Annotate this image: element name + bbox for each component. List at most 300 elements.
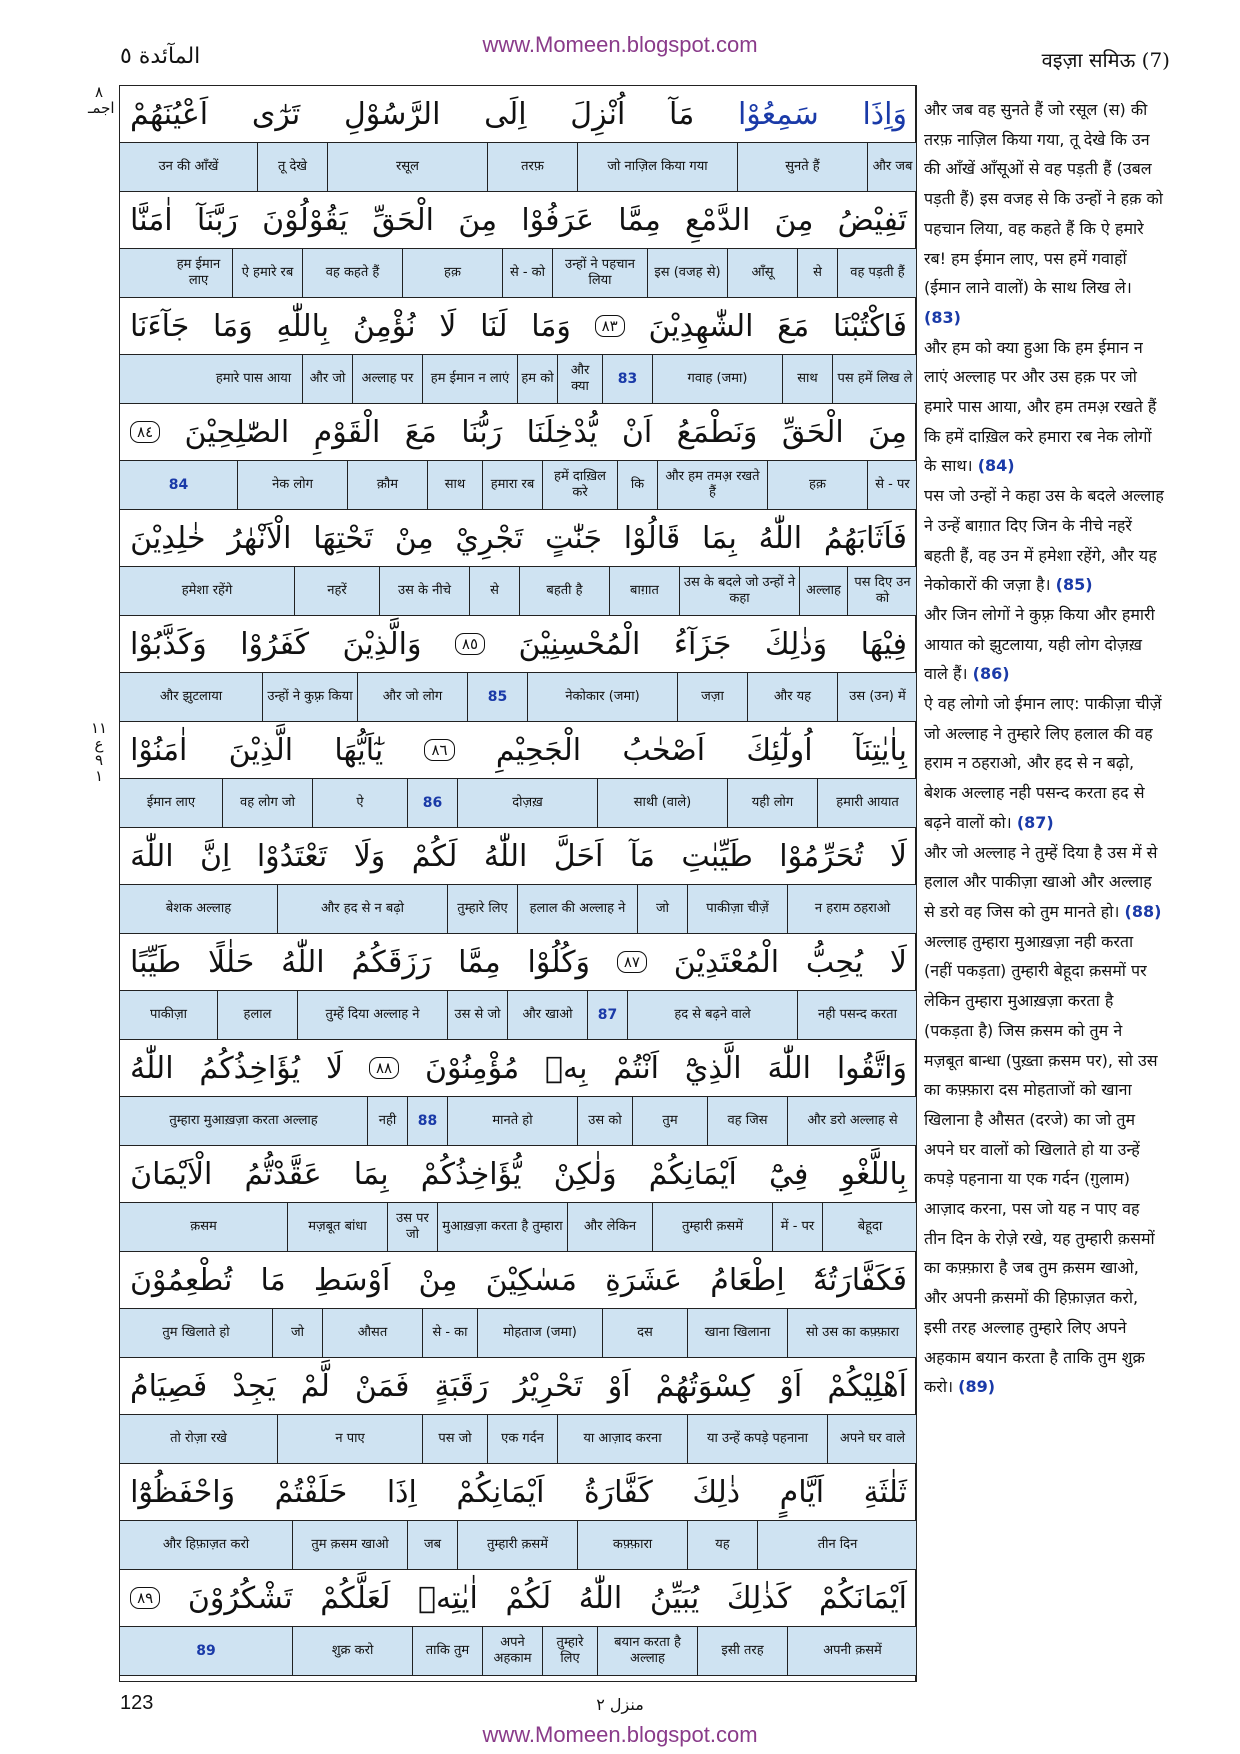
word-meaning-cell: उस को (577, 1097, 632, 1145)
arabic-word: وَالَّذِيْنَ (342, 626, 422, 662)
translation-paragraph (924, 481, 1164, 600)
arabic-word: رَقَبَةٍ (434, 1368, 489, 1404)
translation-text: पस जो उन्हों ने कहा उस के बदले अल्लाह ने उन्हें बाग़ात दिए जिन के नीचे नहरें बहती हैं, वह उन में हमेशा रहेंगे, और यह नेकोकारों की जज़ा है। (924, 486, 1164, 595)
arabic-word: فَاكْتُبْنَا (832, 308, 907, 344)
word-meaning-cell: हक़ (402, 249, 502, 297)
translation-paragraph (924, 927, 1164, 1402)
arabic-word: فَمَنْ (354, 1368, 410, 1404)
word-meaning-cell: तुम्हारा मुआख़ज़ा करता अल्लाह (169, 1113, 318, 1128)
arabic-word: الْمُحْسِنِيْنَ (518, 626, 641, 662)
word-meaning-cell: और झुटलाया (159, 689, 223, 704)
word-meaning-cell: तुम्हारी क़समें (457, 1521, 577, 1569)
arabic-word: كَفَّارَةُ (583, 1474, 653, 1510)
arabic-word: يُّدْخِلَنَا (526, 414, 598, 450)
word-meaning-cell: से (469, 567, 519, 615)
word-meaning-cell: हमारा रब (482, 461, 542, 509)
word-meaning-cell: अपने घर वाले (827, 1415, 917, 1463)
arabic-word: الْحَقِّ (372, 202, 434, 238)
arabic-word: تَحْتِهَا (313, 520, 373, 556)
arabic-word: لَا (889, 838, 907, 874)
arabic-word: الْجَحِيْمِ (495, 732, 582, 768)
ruku-mark (88, 720, 110, 784)
verse-block (120, 1464, 917, 1570)
translation-text: और जो अल्लाह ने तुम्हें दिया है उस में से हलाल और पाकीज़ा खाओ और अल्लाह से डरो वह जिस को तुम मानते हो। (924, 842, 1158, 921)
word-meaning-cell: क़ौम (347, 461, 427, 509)
word-meaning-cell: पस दिए उन को (847, 567, 917, 615)
arabic-word: لَكُمْ (505, 1580, 552, 1616)
arabic-word: مَعَ (404, 414, 437, 450)
arabic-word: طَيِّبًا (130, 944, 182, 980)
arabic-word: بِاٰيٰتِنَآ (853, 732, 907, 768)
word-meaning-cell: या उन्हें कपड़े पहनाना (687, 1415, 827, 1463)
ayah-marker: ٨٨ (369, 1057, 399, 1079)
word-meaning-cell: वह पड़ती हैं (837, 249, 917, 297)
translation-text: ऐ वह लोगो जो ईमान लाए: पाकीज़ा चीज़ें जो अल्लाह ने तुम्हारे लिए हलाल की वह हराम न ठहराओ, और हद से न बढ़ो, बेशक अल्लाह नही पसन्द करता हद से बढ़ने वालों को। (924, 694, 1162, 832)
word-meaning-cell: अल्लाह पर (352, 355, 422, 403)
arabic-word: اِذَا (386, 1474, 417, 1510)
arabic-word: اٰمَنَّا (130, 202, 173, 238)
arabic-line (120, 1146, 917, 1202)
word-meaning-cell: पाकीज़ा चीज़ें (687, 885, 787, 933)
word-meaning-cell: हमेशा रहेंगे (181, 583, 233, 598)
arabic-word: عَرَفُوْا (521, 202, 594, 238)
arabic-word: وَلَا (353, 838, 386, 874)
word-meaning-cell: तुम क़सम खाओ (292, 1521, 407, 1569)
word-meaning-cell: उस (उन) में (837, 673, 917, 721)
arabic-word: اَصْحٰبُ (622, 732, 706, 768)
word-meaning-cell: कफ़्फ़ारा (577, 1521, 687, 1569)
arabic-word: اَحَلَّ (553, 838, 604, 874)
word-meaning-cell: बाग़ात (609, 567, 679, 615)
verse-number: (86) (972, 664, 1010, 684)
arabic-word: فَصِيَامُ (130, 1368, 208, 1404)
word-meaning-cell: वह कहते हैं (302, 249, 402, 297)
word-meaning-cell: बेहूदा (822, 1203, 917, 1251)
translation-text: और जब वह सुनते हैं जो रसूल (स) की तरफ़ नाज़िल किया गया, तू देखे कि उन की आँखें आँसूओं से वह पड़ती हैं (उबल पड़ती हैं) इस वजह से कि उन्हों ने हक़ को पहचान लिया, वह कहते हैं कि ऐ हमारे रब! हम ईमान लाए, पस हमें गवाहों (ईमान लाने वालों) के साथ लिख ले। (924, 100, 1163, 298)
verse-block (120, 192, 917, 298)
arabic-word: مِنَ (458, 202, 498, 238)
arabic-word: يَقُوْلُوْنَ (262, 202, 348, 238)
verse-block (120, 86, 917, 192)
arabic-word: الدَّمْعِ (685, 202, 751, 238)
word-meaning-cell: पाकीज़ा (149, 1007, 188, 1022)
arabic-word: كَفَرُوْا (240, 626, 310, 662)
word-meaning-cell: उस पर जो (387, 1203, 437, 1251)
arabic-word: لَنَا (480, 308, 508, 344)
word-meaning-cell: रसूल (327, 143, 487, 191)
arabic-word: فِيْٓ (768, 1156, 809, 1192)
translation-word-row (120, 142, 917, 192)
arabic-word: اُولٰٓئِكَ (746, 732, 813, 768)
arabic-line (120, 1464, 917, 1520)
arabic-line (120, 1358, 917, 1414)
verse-block (120, 828, 917, 934)
word-meaning-cell: मानते हो (447, 1097, 577, 1145)
arabic-word: كَذٰلِكَ (726, 1580, 792, 1616)
ayah-marker: ٨٥ (455, 633, 485, 655)
word-meaning-cell: नही (367, 1097, 407, 1145)
arabic-word: مِنْ (418, 1262, 458, 1298)
arabic-word: بِاللّٰهِ (276, 308, 330, 344)
arabic-word: وَمَا (213, 308, 253, 344)
word-meaning-cell: सुनते हैं (737, 143, 867, 191)
arabic-word: يُبَيِّنُ (649, 1580, 700, 1616)
word-meaning-cell: मज़बूत बांधा (287, 1203, 387, 1251)
page-number: 123 (120, 1692, 154, 1714)
word-meaning-cell: शुक्र करो (292, 1627, 412, 1675)
arabic-word: اللّٰهُ (483, 838, 528, 874)
arabic-word: اِلَى (484, 96, 527, 132)
verse-block (120, 722, 917, 828)
translation-paragraph (924, 95, 1164, 333)
arabic-word: اَنْ (621, 414, 653, 450)
arabic-word: وَنَطْمَعُ (676, 414, 758, 450)
arabic-word: وَذٰلِكَ (764, 626, 828, 662)
word-meaning-cell: हलाल की अल्लाह ने (517, 885, 637, 933)
arabic-word: جَنّٰتٍ (544, 520, 602, 556)
arabic-word: وَكُلُوْا (527, 944, 591, 980)
arabic-word: اللّٰهَ (130, 838, 174, 874)
website-footer: www.Momeen.blogspot.com (482, 1722, 758, 1747)
arabic-word: تُطْعِمُوْنَ (130, 1262, 233, 1298)
word-meaning-cell: तरफ़ (487, 143, 577, 191)
arabic-word: حَلَفْتُمْ (274, 1474, 348, 1510)
translation-text: अल्लाह तुम्हारा मुआख़ज़ा नही करता (नहीं पकड़ता) तुम्हारी बेहूदा क़समों पर लेकिन तुम्हारा मुआख़ज़ा करता है (पकड़ता है) जिस क़सम को तुम ने मज़बूत बान्धा (पुख़्ता क़सम पर), सो उस का कफ़्फ़ारा दस मोहताजों को खाना खिलाना है औसत (दरजे) का जो तुम अपने घर वालों को खिलाते हो या उन्हें कपड़े पहनाना या एक गर्दन (ग़ुलाम) आज़ाद करना, पस जो यह न पाए वह तीन दिन के रोज़े रखे, यह तुम्हारी क़समों का कफ़्फ़ारा है जब तुम क़सम खाओ, और अपनी क़समों की हिफ़ाज़त करो, इसी तरह अल्लाह तुम्हारे लिए अपने अहकाम बयान करता है ताकि तुम शुक्र करो। (924, 931, 1158, 1397)
word-meaning-cell: और हम तमअ़ रखते हैं (657, 461, 767, 509)
arabic-word: لَعَلَّكُمْ (320, 1580, 391, 1616)
arabic-word: الْمُعْتَدِيْنَ (673, 944, 780, 980)
arabic-line (120, 722, 917, 778)
arabic-word: الْاَيْمَانَ (130, 1156, 213, 1192)
ayah-number-cell: 85 (467, 673, 527, 721)
translation-paragraph (924, 333, 1164, 482)
word-meaning-cell: नहरें (294, 567, 379, 615)
word-meaning-cell: तो रोज़ा रखे (170, 1431, 227, 1446)
word-meaning-cell: जो (637, 885, 687, 933)
arabic-word: اَيْمَانِكُمْ (456, 1474, 545, 1510)
word-meaning-cell: बहती है (519, 567, 609, 615)
arabic-word: سَمِعُوْا (737, 96, 819, 132)
arabic-word: الشّٰهِدِيْنَ (648, 308, 754, 344)
arabic-line (120, 934, 917, 990)
ayah-marker: ٨٩ (130, 1587, 160, 1609)
word-meaning-cell: बेशक अल्लाह (165, 901, 232, 916)
arabic-word: تَجْرِيْ (455, 520, 524, 556)
word-meaning-cell: उन्हों ने कुफ़्र किया (262, 673, 357, 721)
verse-number: (84) (977, 456, 1015, 476)
arabic-line (120, 510, 917, 566)
word-meaning-cell: से - पर (867, 461, 917, 509)
arabic-word: اَنْتُمْ (613, 1050, 660, 1086)
verse-block (120, 1570, 917, 1676)
arabic-line (120, 86, 917, 142)
translation-word-row (120, 884, 917, 934)
arabic-word: اِطْعَامُ (710, 1262, 785, 1298)
quran-word-table (119, 85, 916, 1682)
verse-block (120, 934, 917, 1040)
arabic-word: كِسْوَتُهُمْ (655, 1368, 755, 1404)
arabic-word: تَشْكُرُوْنَ (187, 1580, 293, 1616)
juz-name: वइज़ा समिऊ (7) (1041, 48, 1170, 72)
translation-paragraph (924, 838, 1164, 927)
verse-block (120, 510, 917, 616)
arabic-word: عَشَرَةِ (605, 1262, 683, 1298)
arabic-word: وَاتَّقُوا (836, 1050, 907, 1086)
word-meaning-cell: न पाए (277, 1415, 422, 1463)
ayah-number-cell: 87 (587, 991, 627, 1039)
arabic-word: مِمَّا (618, 202, 661, 238)
word-meaning-cell: तुम (632, 1097, 707, 1145)
word-meaning-cell: हमें दाख़िल करे (542, 461, 617, 509)
arabic-word: بِمَا (702, 520, 737, 556)
arabic-word: اٰمَنُوْا (130, 732, 188, 768)
word-meaning-cell: और लेकिन (567, 1203, 652, 1251)
arabic-word: اَوْ (779, 1368, 803, 1404)
word-meaning-cell: और जब (867, 143, 917, 191)
arabic-word: الرَّسُوْلِ (343, 96, 441, 132)
ayah-number-cell: 84 (168, 477, 189, 493)
word-meaning-cell: तुम्हारे लिए (447, 885, 517, 933)
manzil-label: منزل ٢ (596, 1695, 644, 1714)
website-header: www.Momeen.blogspot.com (482, 32, 758, 57)
word-meaning-cell: ईमान लाए (146, 795, 196, 810)
arabic-word: مِنَ (774, 202, 814, 238)
word-meaning-cell: तीन दिन (757, 1521, 917, 1569)
word-meaning-cell: जब (407, 1521, 457, 1569)
arabic-line (120, 1252, 917, 1308)
arabic-word: يُّؤَاخِذُكُمْ (420, 1156, 522, 1192)
word-meaning-cell: और डरो अल्लाह से (787, 1097, 917, 1145)
arabic-word: لَا (889, 944, 907, 980)
arabic-word: مُؤْمِنُوْنَ (424, 1050, 520, 1086)
column-separator (916, 85, 917, 1682)
word-meaning-cell: और खाओ (507, 991, 587, 1039)
arabic-word: الْاَنْهٰرُ (227, 520, 292, 556)
arabic-word: يُؤَاخِذُكُمُ (199, 1050, 301, 1086)
ayah-marker: ٨٣ (595, 315, 625, 337)
arabic-word: اَيَّامٍ (779, 1474, 825, 1510)
arabic-word: فَكَفَّارَتُهٗٓ (812, 1262, 907, 1298)
word-meaning-cell: उस के बदले जो उन्हों ने कहा (679, 567, 799, 615)
word-meaning-cell: वह जिस (707, 1097, 787, 1145)
arabic-word: اللّٰهُ (578, 1580, 623, 1616)
arabic-word: الَّذِيْنَ (228, 732, 294, 768)
arabic-line (120, 192, 917, 248)
arabic-line (120, 1040, 917, 1096)
word-meaning-cell: खाना खिलाना (687, 1309, 787, 1357)
word-meaning-cell: में - पर (772, 1203, 822, 1251)
arabic-word: وَاحْفَظُوْٓا (130, 1474, 236, 1510)
word-meaning-cell: जो (272, 1309, 322, 1357)
word-meaning-cell: और हद से न बढ़ो (277, 885, 447, 933)
arabic-word: تَعْتَدُوْا (256, 838, 328, 874)
translation-word-row (120, 1414, 917, 1464)
arabic-word: وَكَذَّبُوْا (130, 626, 207, 662)
word-meaning-cell: औसत (322, 1309, 422, 1357)
word-meaning-cell: अपने अहकाम (482, 1627, 542, 1675)
word-meaning-cell: और जो लोग (357, 673, 467, 721)
arabic-word: ثَلٰثَةِ (863, 1474, 907, 1510)
word-meaning-cell: साथ (427, 461, 482, 509)
translation-paragraph (924, 689, 1164, 838)
arabic-word: رَزَقَكُمُ (351, 944, 432, 980)
word-meaning-cell: तुम खिलाते हो (162, 1325, 230, 1340)
arabic-word: فِيْهَا (860, 626, 907, 662)
arabic-word: قَالُوْا (623, 520, 681, 556)
word-meaning-cell: दोज़ख़ (457, 779, 597, 827)
translation-word-row (120, 990, 917, 1040)
word-meaning-cell: और क्या (557, 355, 602, 403)
arabic-word: لَكُمْ (411, 838, 458, 874)
arabic-word: عَقَّدْتُّمُ (244, 1156, 322, 1192)
word-meaning-cell: सो उस का कफ़्फ़ारा (787, 1309, 917, 1357)
ayah-number-cell: 83 (602, 355, 652, 403)
word-meaning-cell: से - को (502, 249, 552, 297)
arabic-word: رَبَّنَآ (196, 202, 238, 238)
word-meaning-cell: हम ईमान लाए (176, 257, 221, 288)
arabic-word: اَهْلِيْكُمْ (827, 1368, 907, 1404)
word-meaning-cell: और यह (747, 673, 837, 721)
word-meaning-cell: और हिफ़ाज़त करो (162, 1537, 250, 1552)
word-meaning-cell: तुम्हारी क़समें (652, 1203, 772, 1251)
arabic-word: اٰيٰتِهٖ (417, 1580, 478, 1616)
word-meaning-cell: तू देखे (257, 143, 327, 191)
arabic-word: اللّٰهُ (130, 1050, 174, 1086)
verse-block (120, 616, 917, 722)
word-meaning-cell: यह (687, 1521, 757, 1569)
arabic-word: تَحْرِيْرُ (513, 1368, 583, 1404)
translation-word-row (120, 354, 917, 404)
word-meaning-cell: मोहताज (जमा) (477, 1309, 602, 1357)
word-meaning-cell: जज़ा (677, 673, 747, 721)
arabic-word: اُنْزِلَ (570, 96, 626, 132)
verse-block (120, 1146, 917, 1252)
arabic-word: فَاَثَابَهُمُ (823, 520, 907, 556)
translation-word-row (120, 778, 917, 828)
surah-name: المآئدة ٥ (120, 44, 201, 69)
translation-word-row (120, 248, 917, 298)
arabic-word: اَوْسَطِ (313, 1262, 391, 1298)
arabic-word: نُؤْمِنُ (352, 308, 416, 344)
translation-word-row (120, 566, 917, 616)
arabic-word: جَآءَنَا (130, 308, 190, 344)
arabic-word: اَيْمَانَكُمْ (818, 1580, 907, 1616)
arabic-word: مِنْ (394, 520, 434, 556)
arabic-word: طَيِّبٰتِ (681, 838, 753, 874)
ayah-number-cell: 88 (407, 1097, 447, 1145)
word-meaning-cell: जो नाज़िल किया गया (577, 143, 737, 191)
translation-word-row (120, 1308, 917, 1358)
word-meaning-cell: या आज़ाद करना (557, 1415, 687, 1463)
arabic-word: يٰٓاَيُّهَا (334, 732, 384, 768)
arabic-word: جَزَآءُ (673, 626, 732, 662)
word-meaning-cell: आँसू (727, 249, 797, 297)
word-meaning-cell: ताकि तुम (412, 1627, 482, 1675)
arabic-word: بِمَا (353, 1156, 389, 1192)
arabic-word: الصّٰلِحِيْنَ (184, 414, 290, 450)
arabic-word: مَسٰكِيْنَ (485, 1262, 577, 1298)
word-meaning-cell: मुआख़ज़ा करता है तुम्हारा (437, 1203, 567, 1251)
word-meaning-cell: ऐ (312, 779, 407, 827)
verse-number: (83) (924, 307, 961, 327)
arabic-word: اِنَّ (200, 838, 231, 874)
translation-word-row (120, 460, 917, 510)
margin-mark-top-text: ٨ اجمـ (88, 83, 115, 117)
word-meaning-cell: हम ईमान न लाएं (422, 355, 517, 403)
arabic-word: الْقَوْمِ (313, 414, 381, 450)
ayah-number-cell: 89 (196, 1643, 216, 1659)
translation-word-row (120, 1626, 917, 1676)
verse-number: (89) (958, 1377, 996, 1397)
arabic-word: اللّٰهَ (767, 1050, 811, 1086)
arabic-word: وَمَا (531, 308, 571, 344)
arabic-line (120, 404, 917, 460)
translation-text: और जिन लोगों ने कुफ़्र किया और हमारी आयात को झुटलाया, यही लोग दोज़ख़ वाले हैं। (924, 604, 1155, 684)
word-meaning-cell: दस (602, 1309, 687, 1357)
arabic-word: اللّٰهُ (758, 520, 803, 556)
word-meaning-cell: साथ (782, 355, 832, 403)
word-meaning-cell: नही पसन्द करता (797, 991, 917, 1039)
word-meaning-cell: उस के नीचे (379, 567, 469, 615)
ruku-mark-text: ١١ ع ٩ ١ (90, 719, 108, 785)
arabic-word: تَرٰٓى (251, 96, 301, 132)
word-meaning-cell: हद से बढ़ने वाले (627, 991, 797, 1039)
word-meaning-cell: बयान करता है अल्लाह (597, 1627, 697, 1675)
word-meaning-cell: पस हमें लिख ले (832, 355, 917, 403)
arabic-word: مِمَّا (458, 944, 501, 980)
word-meaning-cell: साथी (वाले) (597, 779, 727, 827)
arabic-word: الَّذِيْٓ (684, 1050, 742, 1086)
arabic-word: اللّٰهُ (281, 944, 325, 980)
verse-number: (85) (1055, 575, 1093, 595)
arabic-word: اَعْيُنَهُمْ (130, 96, 209, 132)
verse-block (120, 298, 917, 404)
word-meaning-cell: नेकोकार (जमा) (527, 673, 677, 721)
arabic-word: مِنَ (868, 414, 907, 450)
translation-word-row (120, 1520, 917, 1570)
ayah-number-cell: 86 (407, 779, 457, 827)
word-meaning-cell: और जो (302, 355, 352, 403)
arabic-word: وَلٰكِنْ (553, 1156, 617, 1192)
word-meaning-cell: नेक लोग (237, 461, 347, 509)
word-meaning-cell: वह लोग जो (222, 779, 312, 827)
word-meaning-cell: न हराम ठहराओ (787, 885, 917, 933)
arabic-word: يُحِبُّ (805, 944, 864, 980)
verse-block (120, 1358, 917, 1464)
verse-block (120, 404, 917, 510)
arabic-word: وَاِذَا (862, 96, 907, 132)
arabic-line (120, 1570, 917, 1626)
arabic-word: اَيْمَانِكُمْ (648, 1156, 737, 1192)
translation-word-row (120, 1096, 917, 1146)
word-meaning-cell: कि (617, 461, 657, 509)
arabic-word: مَآ (629, 838, 655, 874)
ayah-marker: ٨٧ (617, 951, 647, 973)
arabic-word: يَجِدْ (232, 1368, 276, 1404)
arabic-word: تُحَرِّمُوْا (779, 838, 864, 874)
arabic-word: لَّمْ (300, 1368, 330, 1404)
word-meaning-cell: गवाह (जमा) (652, 355, 782, 403)
arabic-line (120, 616, 917, 672)
translation-text: और हम को क्या हुआ कि हम ईमान न लाएं अल्लाह पर और उस हक़ पर जो हमारे पास आया, और हम तमअ़ रखते हैं कि हमें दाख़िल करे हमारा रब नेक लोगों के साथ। (924, 337, 1157, 476)
word-meaning-cell: एक गर्दन (487, 1415, 557, 1463)
arabic-word: خٰلِدِيْنَ (130, 520, 206, 556)
arabic-word: بِاللَّغْوِ (840, 1156, 907, 1192)
word-meaning-cell: तुम्हें दिया अल्लाह ने (297, 991, 447, 1039)
arabic-word: لَا (325, 1050, 344, 1086)
arabic-line (120, 828, 917, 884)
word-meaning-cell: पस जो (422, 1415, 487, 1463)
